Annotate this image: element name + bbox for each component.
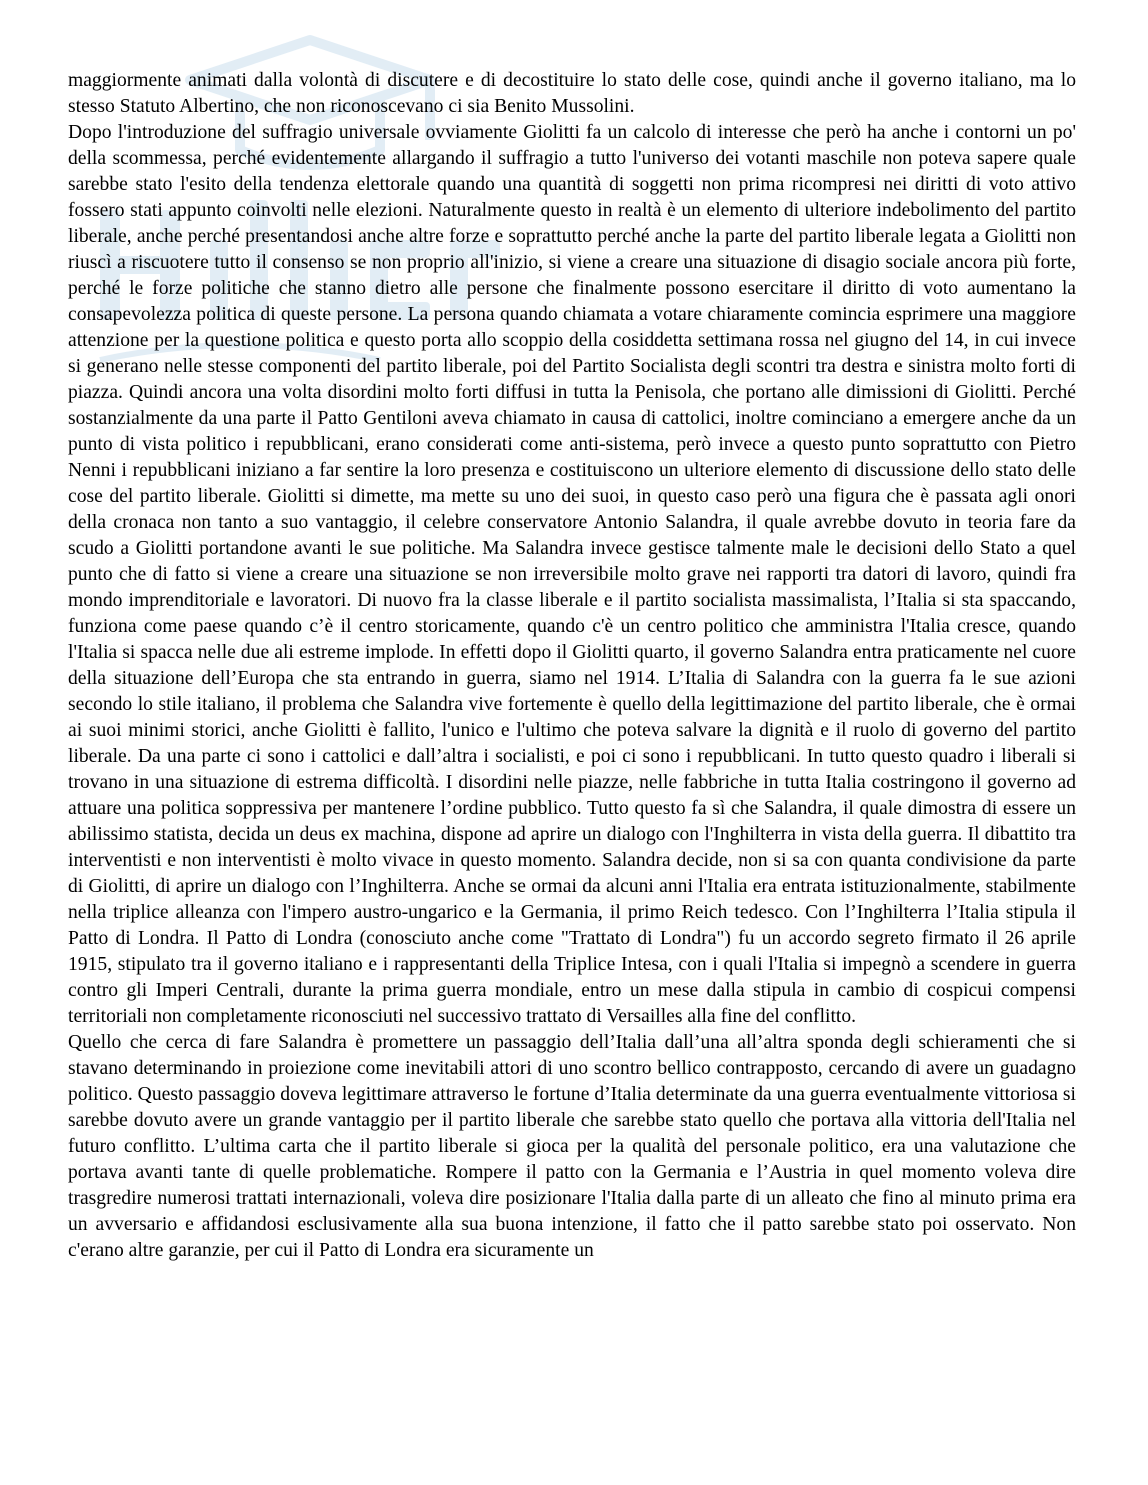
paragraph-continuation: maggiormente animati dalla volontà di discutere e di decostituire lo stato delle cose, quindi anche il governo italiano, ma lo stesso Statuto Albertino, che non riconoscevano ci sia Benito Mussolini. <box>68 70 1076 117</box>
paragraph-suffragio: Dopo l'introduzione del suffragio universale ovviamente Giolitti fa un calcolo di interesse che però ha anche i contorni un po' della scommessa, perché evidentemente allargando il suffragio a tutto l'universo dei votanti maschile non poteva sapere quale sarebbe stato l'esito della tendenza elettorale quando una quantità di soggetti non prima ricompresi nei diritti di voto attivo fossero stati appunto coinvolti nelle elezioni. Naturalmente questo in realtà è un elemento di ulteriore indebolimento del partito liberale, anche perché presentandosi anche altre forze e soprattutto perché anche la parte del partito liberale legata a Giolitti non riuscì a riscuotere tutto il consenso se non proprio all'inizio, si viene a creare una situazione di disagio sociale ancora più forte, perché le forze politiche che stanno dietro alle persone che finalmente possono esercitare il diritto di voto aumentano la consapevolezza politica di queste persone. La persona quando chiamata a votare chiaramente comincia esprimere una maggiore attenzione per la questione politica e questo porta allo scoppio della cosiddetta settimana rossa nel giugno del 14, in cui invece si generano nelle stesse componenti del partito liberale, poi del Partito Socialista degli scontri tra destra e sinistra molto forti di piazza. Quindi ancora una volta disordini molto forti diffusi in tutta la Penisola, che portano alle dimissioni di Giolitti. Perché sostanzialmente da una parte il Patto Gentiloni aveva chiamato in causa di cattolici, inoltre cominciano a emergere anche da un punto di vista politico i repubblicani, erano considerati come anti-sistema, però invece a questo punto soprattutto con Pietro Nenni i repubblicani iniziano a far sentire la loro presenza e costituiscono un ulteriore elemento di discussione dello stato delle cose del partito liberale. Giolitti si dimette, ma mette su uno dei suoi, in questo caso però una figura che è passata agli onori della cronaca non tanto a suo vantaggio, il celebre conservatore Antonio Salandra, il quale avrebbe dovuto in teoria fare da scudo a Giolitti portandone avanti le sue politiche. Ma Salandra invece gestisce talmente male le decisioni dello Stato a quel punto che di fatto si viene a creare una situazione se non irreversibile molto grave nei rapporti tra datori di lavoro, quindi fra mondo imprenditoriale e lavoratori. Di nuovo fra la classe liberale e il partito socialista massimalista, l’Italia si sta spaccando, funziona come paese quando c’è il centro storicamente, quando c'è un centro politico che amministra l'Italia cresce, quando l'Italia si spacca nelle due ali estreme implode. In effetti dopo il Giolitti quarto, il governo Salandra entra praticamente nel cuore della situazione dell’Europa che sta entrando in guerra, siamo nel 1914. L’Italia di Salandra con la guerra fa le sue azioni secondo lo stile italiano, il problema che Salandra vive fortemente è quello della legittimazione del partito liberale, che è ormai ai suoi minimi storici, anche Giolitti è fallito, l'unico e l'ultimo che poteva salvare la dignità e il ruolo di governo del partito liberale. Da una parte ci sono i cattolici e dall’altra i socialisti, e poi ci sono i repubblicani. In tutto questo quadro i liberali si trovano in una situazione di estrema difficoltà. I disordini nelle piazze, nelle fabbriche in tutta Italia costringono il governo ad attuare una politica soppressiva per mantenere l’ordine pubblico. Tutto questo fa sì che Salandra, il quale dimostra di essere un abilissimo statista, decida un deus ex machina, dispone ad aprire un dialogo con l'Inghilterra in vista della guerra. Il dibattito tra interventisti e non interventisti è molto vivace in questo momento. Salandra decide, non si sa con quanta condivisione da parte di Giolitti, di aprire un dialogo con l’Inghilterra. Anche se ormai da alcuni anni l'Italia era entrata istituzionalmente, stabilmente nella triplice alleanza con l'impero austro-ungarico e la Germania, il primo Reich tedesco. Con l’Inghilterra l’Italia stipula il Patto di Londra. Il Patto di Londra (conosciuto anche come "Trattato di Londra") fu un accordo segreto firmato il 26 aprile 1915, stipulato tra il governo italiano e i rappresentanti della Triplice Intesa, con i quali l'Italia si impegnò a scendere in guerra contro gli Imperi Centrali, durante la prima guerra mondiale, entro un mese dalla stipula in cambio di cospicui compensi territoriali non completamente riconosciuti nel successivo trattato di Versailles alla fine del conflitto. <box>68 122 1076 1027</box>
paragraph-salandra: Quello che cerca di fare Salandra è promettere un passaggio dell’Italia dall’una all’altra sponda degli schieramenti che si stavano determinando in proiezione come inevitabili attori di uno scontro bellico contrapposto, cercando di avere un guadagno politico. Questo passaggio doveva legittimare attraverso le fortune d’Italia determinate da una guerra eventualmente vittoriosa si sarebbe dovuto avere un grande vantaggio per il partito liberale che sarebbe stato quello che portava alla vittoria dell'Italia nel futuro conflitto. L’ultima carta che il partito liberale si gioca per la qualità del personale politico, era una valutazione che portava avanti tante di quelle problematiche. Rompere il patto con la Germania e l’Austria in quel momento voleva dire trasgredire numerosi trattati internazionali, voleva dire posizionare l'Italia dalla parte di un alleato che fino al minuto prima era un avversario e affidandosi esclusivamente alla sua buona intenzione, il fatto che il patto sarebbe stato poi osservato. Non c'erano altre garanzie, per cui il Patto di Londra era sicuramente un <box>68 1032 1076 1261</box>
document-body <box>68 68 1076 1264</box>
